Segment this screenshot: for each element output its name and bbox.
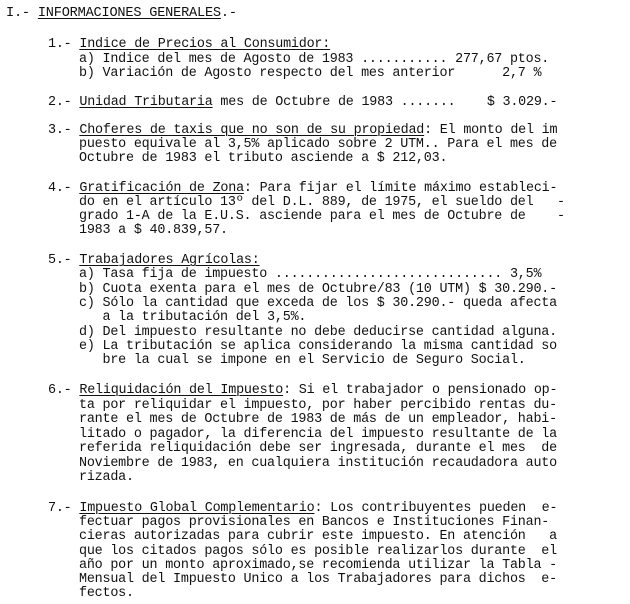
item-heading: Indice de Precios al Consumidor: bbox=[79, 37, 331, 52]
item-6-line-7: rizada. bbox=[79, 470, 134, 485]
item-6-line-4: litado o pagador, la diferencia del impuesto resultante de la bbox=[79, 427, 557, 442]
item-7-line-7: fectos. bbox=[79, 586, 134, 601]
item-5-a: a) Tasa fija de impuesto ............................. 3,5% bbox=[79, 267, 542, 282]
item-4-heading-line bbox=[48, 181, 557, 196]
item-text: mes de Octubre de 1983 ....... $ 3.029.- bbox=[212, 95, 558, 110]
item-number: 4.- bbox=[48, 181, 72, 196]
item-heading: Trabajadores Agrícolas: bbox=[79, 253, 260, 268]
item-5-c-1: c) Sólo la cantidad que exceda de los $ 30.290.- queda afecta bbox=[79, 296, 557, 311]
item-1-heading-line bbox=[48, 37, 330, 52]
item-5-d: d) Del impuesto resultante no debe deducirse cantidad alguna. bbox=[79, 325, 557, 340]
title-prefix: I.- bbox=[6, 6, 38, 21]
item-3-heading-line bbox=[48, 123, 557, 138]
item-number: 2.- bbox=[48, 95, 72, 110]
item-text: : El monto del im bbox=[424, 123, 558, 138]
item-6-line-6: Noviembre de 1983, en cualquiera institución recaudadora auto bbox=[79, 456, 557, 471]
item-3-line-3: Octubre de 1983 el tributo asciende a $ 212,03. bbox=[79, 151, 448, 166]
item-number: 3.- bbox=[48, 123, 72, 138]
item-3-line-2: puesto equivale al 3,5% aplicado sobre 2 UTM.. Para el mes de bbox=[79, 137, 557, 152]
item-5-b: b) Cuota exenta para el mes de Octubre/83 (10 UTM) $ 30.290.- bbox=[79, 282, 557, 297]
item-6-line-2: ta por reliquidar el impuesto, por haber percibido rentas du- bbox=[79, 398, 557, 413]
item-number: 5.- bbox=[48, 253, 72, 268]
item-number: 7.- bbox=[48, 501, 72, 516]
item-5-heading-line bbox=[48, 253, 260, 268]
item-4-line-3: grado 1-A de la E.U.S. asciende para el mes de Octubre de - bbox=[79, 209, 565, 224]
item-7-heading-line bbox=[48, 501, 557, 516]
item-heading: Reliquidación del Impuesto bbox=[79, 383, 284, 398]
item-7-line-4: que los citados pagos sólo es posible realizarlos durante el bbox=[79, 544, 557, 559]
item-heading: Gratificación de Zona bbox=[79, 181, 244, 196]
item-heading: Impuesto Global Complementario bbox=[79, 501, 315, 516]
item-7-line-2: fectuar pagos provisionales en Bancos e Instituciones Finan- bbox=[79, 515, 550, 530]
item-1-b: b) Variación de Agosto respecto del mes anterior 2,7 % bbox=[79, 66, 542, 81]
item-5-e-1: e) La tributación se aplica considerando la misma cantidad so bbox=[79, 339, 557, 354]
section-title bbox=[6, 6, 237, 21]
item-number: 6.- bbox=[48, 383, 72, 398]
item-1-a: a) Indice del mes de Agosto de 1983 ........... 277,67 ptos. bbox=[79, 52, 550, 67]
item-text: : Si el trabajador o pensionado op- bbox=[283, 383, 558, 398]
item-number: 1.- bbox=[48, 37, 72, 52]
item-5-e-2: bre la cual se impone en el Servicio de Seguro Social. bbox=[79, 353, 526, 368]
item-6-heading-line bbox=[48, 383, 557, 398]
item-heading: Unidad Tributaria bbox=[79, 95, 213, 110]
item-4-line-4: 1983 a $ 40.839,57. bbox=[79, 223, 228, 238]
item-text: : Los contribuyentes pueden e- bbox=[314, 501, 558, 516]
item-text: : Para fijar el límite máximo estableci- bbox=[243, 181, 558, 196]
item-6-line-3: rante el mes de Octubre de 1983 de más de un empleador, habi- bbox=[79, 412, 557, 427]
item-2-line bbox=[48, 95, 557, 110]
item-7-line-5: año por un monto aproximado,se recomienda utilizar la Tabla - bbox=[79, 558, 557, 573]
title-text: INFORMACIONES GENERALES bbox=[37, 6, 221, 21]
item-7-line-6: Mensual del Impuesto Unico a los Trabajadores para dichos e- bbox=[79, 572, 557, 587]
item-7-line-3: cieras autorizadas para cubrir este impuesto. En atención a bbox=[79, 529, 557, 544]
item-5-c-2: a la tributación del 3,5%. bbox=[79, 310, 307, 325]
item-6-line-5: referida reliquidación debe ser ingresada, durante el mes de bbox=[79, 441, 557, 456]
item-4-line-2: do en el artículo 13º del D.L. 889, de 1975, el sueldo del - bbox=[79, 195, 565, 210]
title-suffix: .- bbox=[220, 6, 237, 21]
item-heading: Choferes de taxis que no son de su propiedad bbox=[79, 123, 425, 138]
